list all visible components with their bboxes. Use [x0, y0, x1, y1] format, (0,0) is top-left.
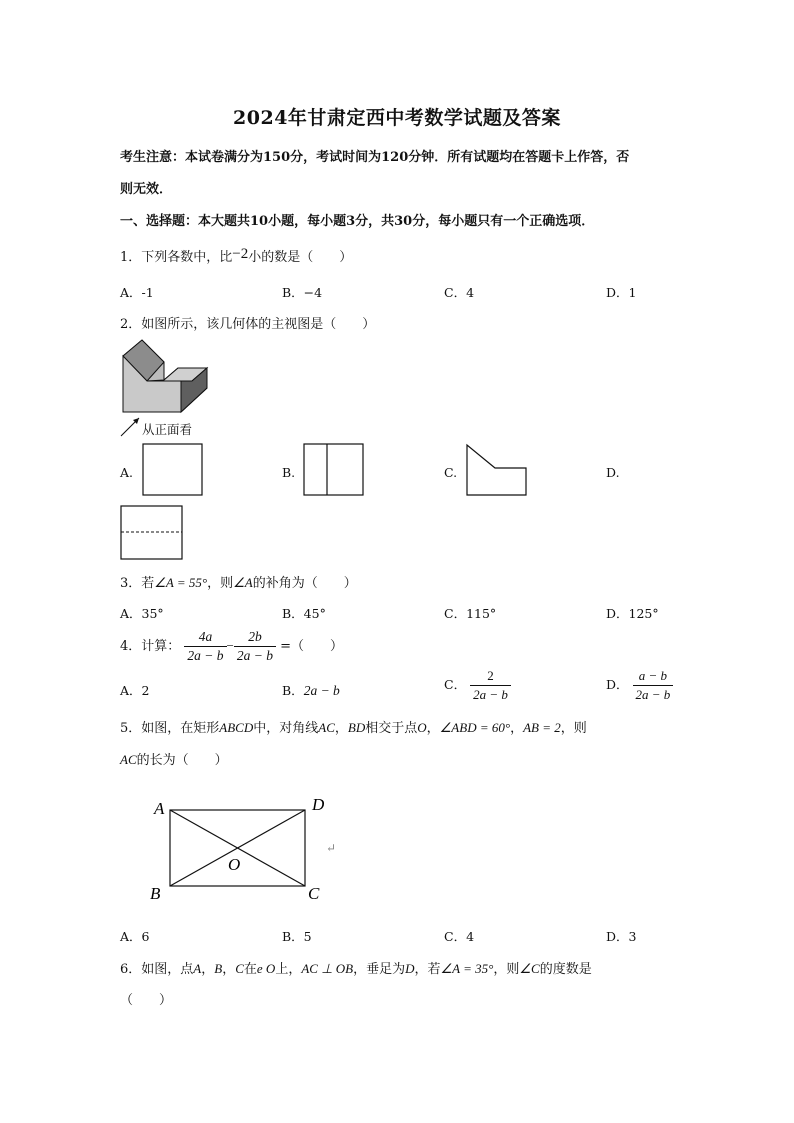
q4-option-c-denominator: 2a − b — [473, 687, 508, 702]
q5-text-4: 相交于点 — [365, 721, 418, 736]
q2-option-c-figure — [465, 443, 529, 499]
question-6-line-2: （ ） — [120, 993, 173, 1008]
notice-line-1: 考生注意：本试卷满分为150分，考试时间为120分钟．所有试题均在答题卡上作答，否 — [120, 150, 630, 165]
q6-text-9: 的度数是 — [539, 962, 592, 977]
q3-text-3: 的补角为（ ） — [252, 576, 357, 591]
q6-math-2: B — [214, 961, 223, 976]
vertex-label-d: D — [312, 795, 325, 814]
q5-text-1: 5．如图，在矩形 — [120, 721, 220, 736]
q3-text-1: 3．若 — [120, 576, 155, 591]
question-5 — [120, 717, 587, 736]
q2-option-c-label: C. — [444, 465, 458, 480]
question-5-line-2 — [120, 749, 228, 768]
q1-value: −2 — [232, 246, 249, 262]
q2-option-d-figure — [120, 505, 184, 561]
q4-f1-denominator: 2a − b — [187, 648, 224, 663]
q6-text-5: 上， — [275, 962, 302, 977]
q6-math-8: ∠C — [519, 961, 540, 976]
q4-option-a: A．2 — [120, 683, 150, 698]
q4-option-c — [444, 667, 511, 704]
q4-option-d-numerator: a − b — [633, 667, 674, 686]
q5-option-c: C．4 — [444, 929, 475, 944]
center-label-o: O — [228, 855, 241, 874]
q5-math-5: ∠ABD = 60° — [439, 720, 511, 735]
q4-option-d — [606, 667, 673, 704]
page-title: 2024年甘肃定西中考数学试题及答案 — [233, 107, 561, 129]
question-4 — [120, 628, 343, 665]
q4-minus: − — [226, 638, 234, 653]
q5-math-4: O — [417, 720, 427, 735]
q6-text-8: ，则 — [493, 962, 520, 977]
notice-line-2: 则无效． — [120, 182, 173, 197]
q6-text-7: ，若 — [414, 962, 441, 977]
q1-suffix: 小的数是（ ） — [248, 250, 353, 265]
q2-option-d-label: D. — [606, 465, 620, 480]
q3-math-2: ∠A — [233, 575, 253, 590]
q3-option-d: D．125° — [606, 606, 659, 621]
rectangle-diagram — [140, 790, 340, 905]
q4-option-d-fraction — [633, 667, 674, 704]
q4-f1-numerator: 4a — [184, 628, 226, 647]
q4-equals: =（ ） — [280, 639, 344, 654]
q5-math-1: ABCD — [219, 720, 254, 735]
q6-text-1: 6．如图，点 — [120, 962, 194, 977]
q5-text-2: 中，对角线 — [253, 721, 319, 736]
vertex-label-b: B — [150, 884, 161, 903]
q5-math-2: AC — [318, 720, 335, 735]
q3-text-2: ，则 — [207, 576, 234, 591]
q4-option-c-label: C． — [444, 677, 467, 692]
q5-option-b: B．5 — [282, 929, 312, 944]
section-heading: 一、选择题：本大题共10小题，每小题3分，共30分，每小题只有一个正确选项． — [120, 214, 595, 229]
q5-line2-text: 的长为（ ） — [136, 753, 228, 768]
question-2: 2．如图所示，该几何体的主视图是（ ） — [120, 317, 376, 332]
q4-f2-numerator: 2b — [234, 628, 276, 647]
q3-option-b: B．45° — [282, 606, 326, 621]
q6-math-4: e O — [256, 961, 276, 976]
vertex-label-a: A — [154, 799, 165, 818]
q6-math-3: C — [235, 961, 244, 976]
q5-line2-math: AC — [120, 752, 137, 767]
paragraph-mark: ↵ — [326, 841, 337, 855]
q1-option-d: D．1 — [606, 285, 637, 300]
q4-f2-denominator: 2a − b — [236, 648, 274, 663]
q6-math-6: D — [405, 961, 415, 976]
q5-option-a: A．6 — [120, 929, 150, 944]
q5-option-d: D．3 — [606, 929, 637, 944]
question-3 — [120, 572, 357, 591]
q5-text-5: ， — [426, 721, 440, 736]
q4-fraction-1 — [184, 628, 226, 665]
question-1 — [120, 246, 352, 266]
q5-text-3: ， — [334, 721, 348, 736]
q4-option-b-label: B． — [282, 683, 304, 698]
q2-option-a-label: A. — [120, 465, 134, 480]
q4-option-c-numerator: 2 — [470, 667, 511, 686]
q4-label: 4．计算： — [120, 639, 181, 654]
q4-fraction-2 — [234, 628, 276, 665]
q6-math-5: AC ⊥ OB — [301, 961, 354, 976]
q3-option-a: A．35° — [120, 606, 164, 621]
vertex-label-c: C — [308, 884, 320, 903]
view-direction-label: 从正面看 — [142, 422, 193, 437]
q1-option-a: A．-1 — [120, 285, 154, 300]
q6-text-4: 在 — [243, 962, 257, 977]
q2-option-b-figure — [303, 443, 365, 498]
q4-option-d-denominator: 2a − b — [635, 687, 671, 702]
q6-text-6: ，垂足为 — [353, 962, 406, 977]
q4-option-b — [282, 681, 340, 699]
q5-math-3: BD — [347, 720, 366, 735]
q2-option-b-label: B. — [282, 465, 296, 480]
q4-option-d-label: D． — [606, 677, 629, 692]
q3-option-c: C．115° — [444, 606, 497, 621]
q6-math-7: ∠A = 35° — [440, 961, 494, 976]
q5-text-7: ，则 — [560, 721, 587, 736]
q4-option-c-fraction — [470, 667, 511, 704]
q6-text-3: ， — [222, 962, 236, 977]
q6-math-1: A — [193, 961, 202, 976]
question-6 — [120, 958, 592, 977]
q1-option-c: C．4 — [444, 285, 475, 300]
q4-option-b-expr: 2a − b — [303, 683, 340, 698]
q3-math-1: ∠A = 55° — [154, 575, 208, 590]
q1-option-b: B．−4 — [282, 285, 323, 300]
q6-text-2: ， — [201, 962, 215, 977]
q2-option-a-figure — [142, 443, 204, 498]
q5-text-6: ， — [510, 721, 524, 736]
q5-math-6: AB = 2 — [523, 720, 561, 735]
q1-prefix: 1．下列各数中，比 — [120, 250, 233, 265]
